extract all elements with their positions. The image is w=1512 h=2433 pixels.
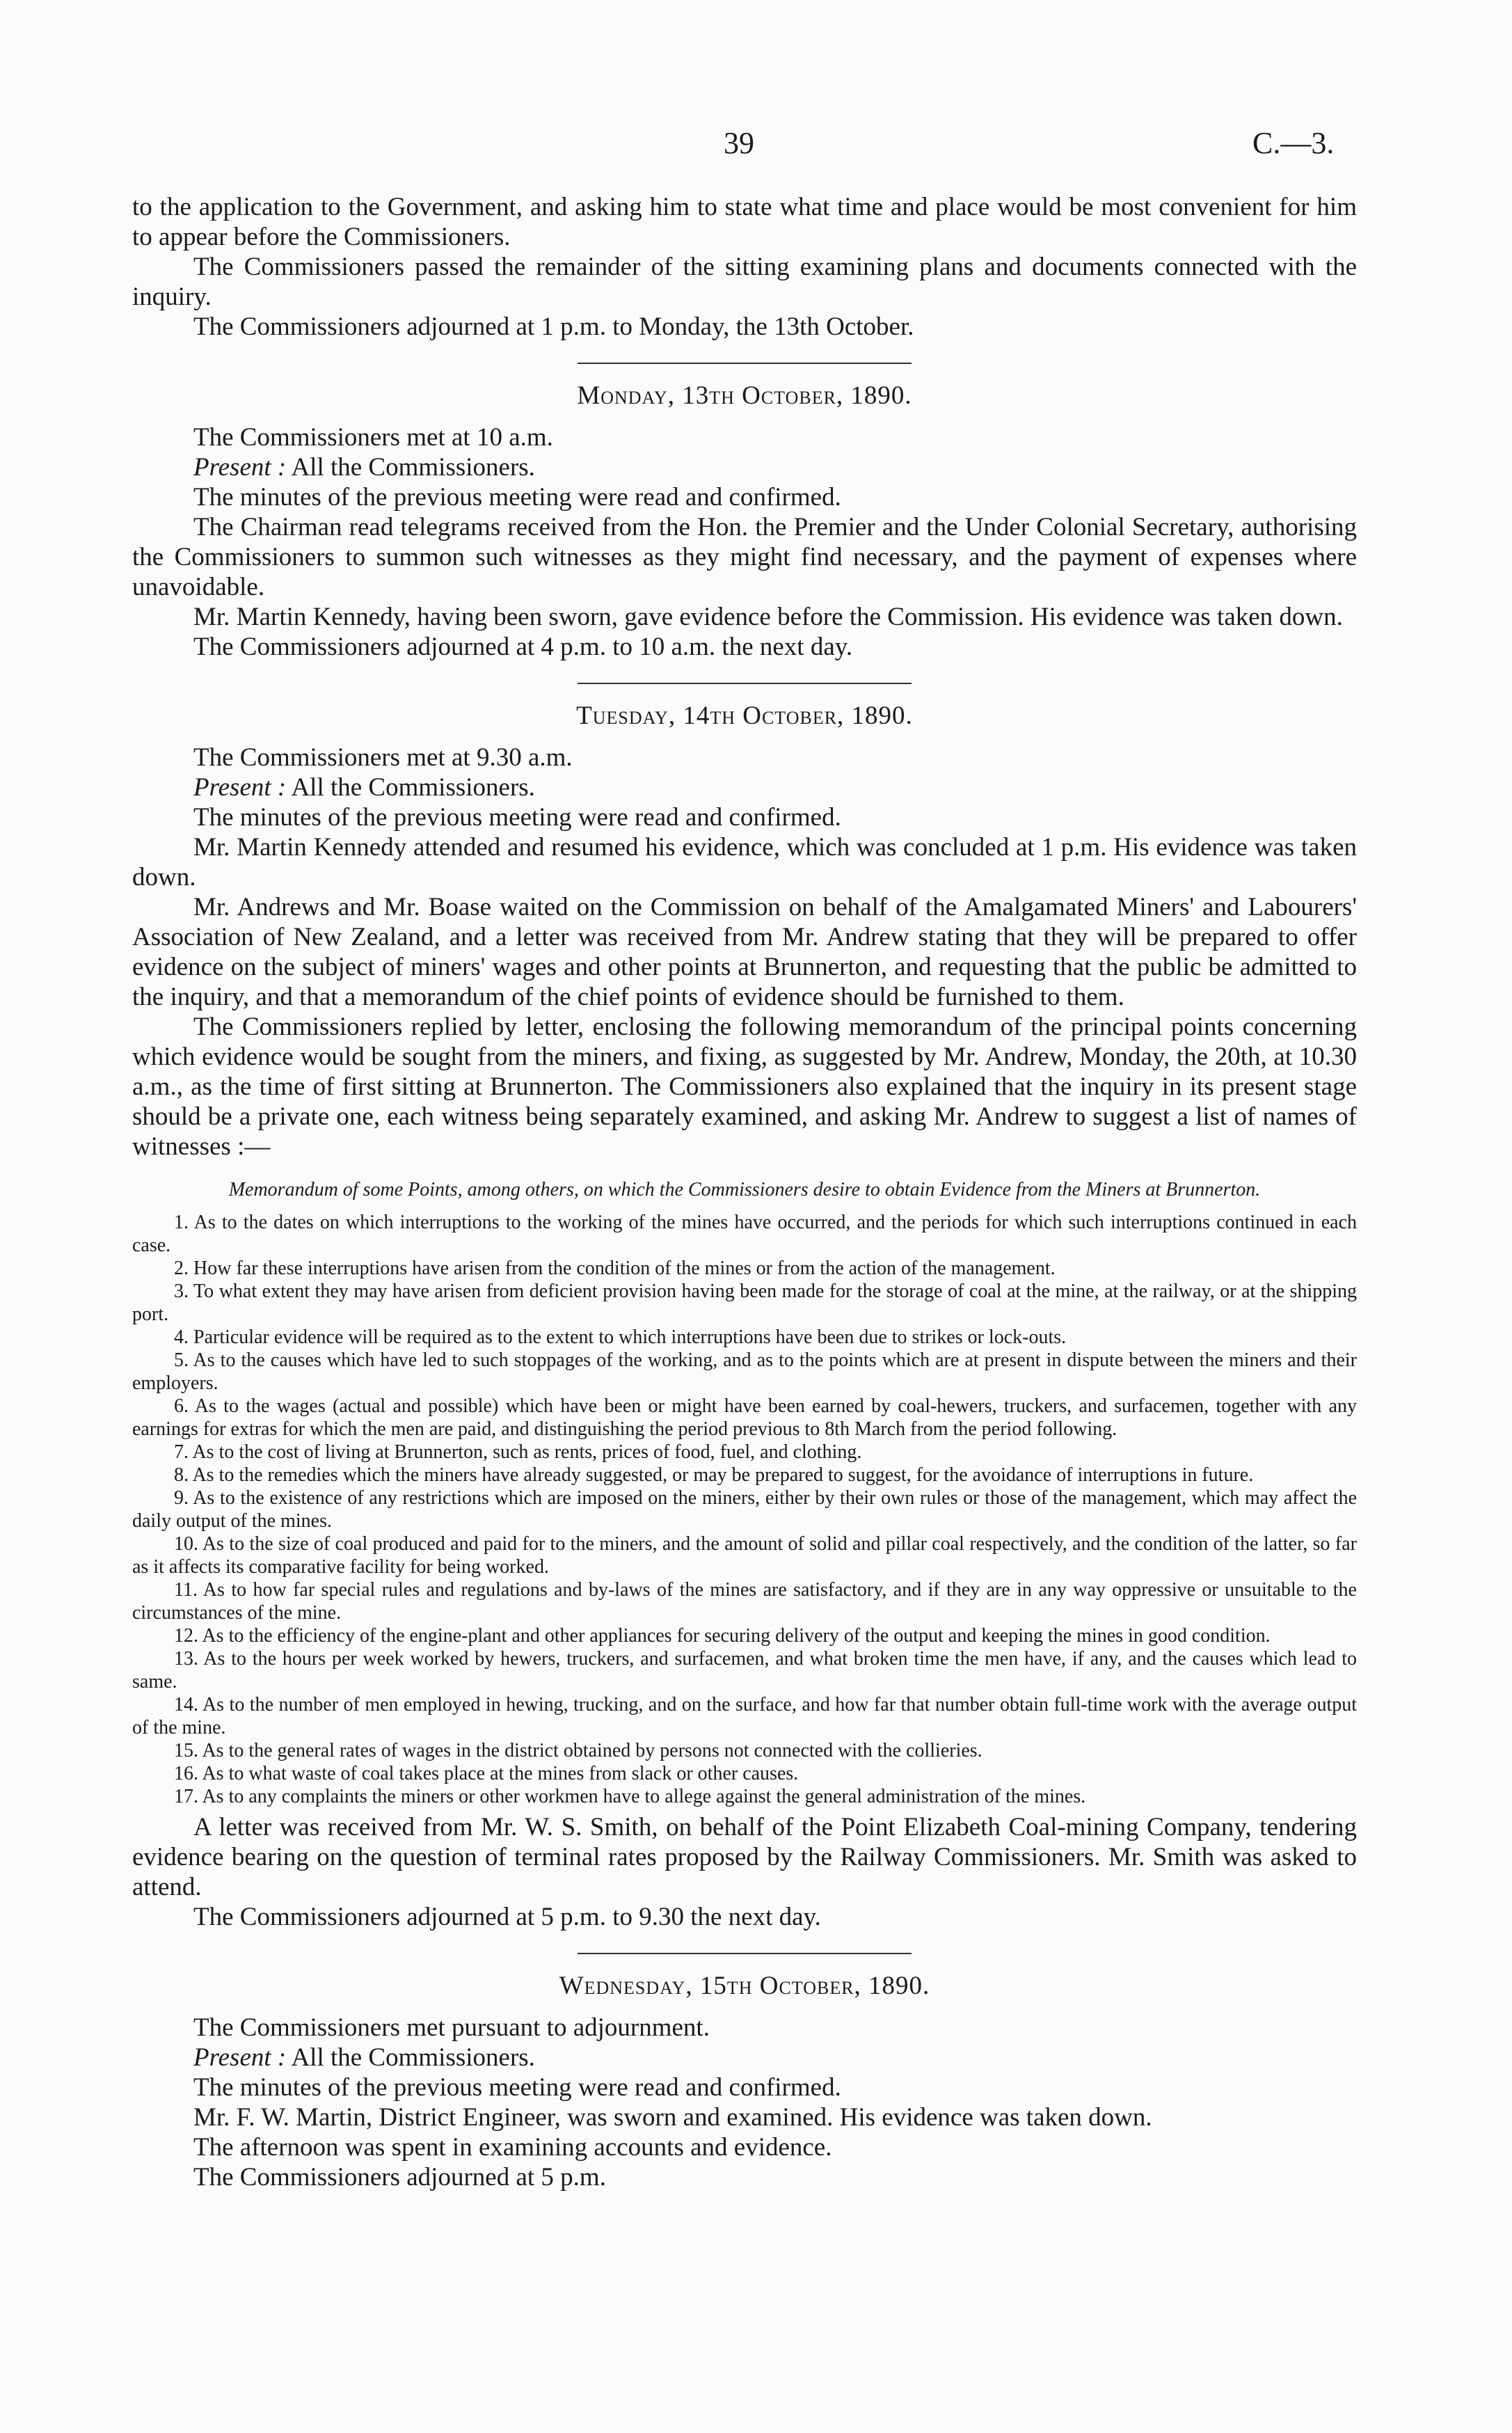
- minutes-paragraph: The Commissioners replied by letter, enclosing the following memorandum of the principal points concerning which evidence would be sought from the miners, and fixing, as suggested by Mr. Andrew, Monday, the 20th, at 10.30 a.m., as the time of first sitting at Brunnerton. The Commissioners also explained that the inquiry in its present stage should be a private one, each witness being separately examined, and asking Mr. Andrew to suggest a list of names of witnesses :—: [132, 1013, 1357, 1161]
- memorandum-item: 8. As to the remedies which the miners have already suggested, or may be prepared to suggest, for the avoidance of interruptions in future.: [174, 1464, 1254, 1486]
- memorandum-item: 5. As to the causes which have led to such stoppages of the working, and as to the points which are at present in dispute between the miners and their employers.: [132, 1349, 1357, 1394]
- minutes-paragraph: The minutes of the previous meeting were read and confirmed.: [193, 2073, 841, 2102]
- intro-paragraph: The Commissioners adjourned at 1 p.m. to Monday, the 13th October.: [193, 312, 914, 341]
- present-label: Present :: [193, 453, 287, 482]
- memorandum-item: 11. As to how far special rules and regulations and by-laws of the mines are satisfactory, and if they are in any way oppressive or unsuitable to the circumstances of the mine.: [132, 1579, 1357, 1624]
- minutes-paragraph: The minutes of the previous meeting were read and confirmed.: [193, 483, 841, 512]
- minutes-paragraph: The minutes of the previous meeting were read and confirmed.: [193, 803, 841, 832]
- intro-paragraph: to the application to the Government, and asking him to state what time and place would be most convenient for him to appear before the Commissioners.: [132, 193, 1357, 251]
- memorandum-item: 3. To what extent they may have arisen from deficient provision having been made for the storage of coal at the mine, at the railway, or at the shipping port.: [132, 1281, 1357, 1325]
- present-label: Present :: [193, 773, 287, 802]
- memorandum-item: 13. As to the hours per week worked by hewers, truckers, and surfacemen, and what broken time the men have, if any, and the causes which lead to same.: [132, 1648, 1357, 1693]
- intro-paragraph: The Commissioners passed the remainder of the sitting examining plans and documents connected with the inquiry.: [132, 253, 1357, 311]
- minutes-paragraph: The Commissioners adjourned at 4 p.m. to 10 a.m. the next day.: [193, 633, 853, 661]
- memorandum-item: 2. How far these interruptions have arisen from the condition of the mines or from the action of the management.: [174, 1258, 1056, 1279]
- memorandum-item: 6. As to the wages (actual and possible) which have been or might have been earned by coal-hewers, truckers, and surfacemen, together with any earnings for extras for which the men are paid, and distinguishing the period previous to 8th March from the period following.: [132, 1395, 1357, 1440]
- meeting-start: The Commissioners met pursuant to adjournment.: [193, 2013, 710, 2042]
- document-reference: C.—3.: [1252, 126, 1335, 160]
- present-value: All the Commissioners.: [291, 2043, 535, 2072]
- present-label: Present :: [193, 2043, 287, 2072]
- minutes-paragraph: Mr. F. W. Martin, District Engineer, was sworn and examined. His evidence was taken down.: [193, 2103, 1152, 2132]
- section-heading-wednesday: Wednesday, 15th October, 1890.: [559, 1972, 930, 2000]
- present-line: [132, 452, 1357, 482]
- memorandum-item: 10. As to the size of coal produced and paid for to the miners, and the amount of solid and pillar coal respectively, and the condition of the latter, so far as it affects its comparative facility for being worked.: [132, 1533, 1357, 1578]
- present-value: All the Commissioners.: [291, 773, 535, 802]
- memorandum-item: 1. As to the dates on which interruptions to the working of the mines have occurred, and the periods for which such interruptions continued in each case.: [132, 1212, 1357, 1256]
- section-divider: [578, 1953, 912, 1954]
- minutes-paragraph: The Commissioners adjourned at 5 p.m.: [193, 2163, 606, 2192]
- meeting-start: The Commissioners met at 9.30 a.m.: [193, 743, 573, 772]
- page-number: 39: [724, 126, 754, 160]
- memorandum-item: 12. As to the efficiency of the engine-plant and other appliances for securing delivery of the output and keeping the mines in good condition.: [174, 1625, 1271, 1647]
- memorandum-item: 4. Particular evidence will be required as to the extent to which interruptions have been due to strikes or lock-outs.: [174, 1326, 1067, 1348]
- minutes-paragraph: The Chairman read telegrams received from the Hon. the Premier and the Under Colonial Secretary, authorising the Commissioners to summon such witnesses as they might find necessary, and the payment of expenses where unavoidable.: [132, 513, 1357, 601]
- minutes-paragraph: The Commissioners adjourned at 5 p.m. to 9.30 the next day.: [193, 1903, 821, 1931]
- memorandum-item: 14. As to the number of men employed in hewing, trucking, and on the surface, and how far that number obtain full-time work with the average output of the mine.: [132, 1694, 1357, 1738]
- body-column: [132, 192, 1357, 2192]
- minutes-paragraph: The afternoon was spent in examining accounts and evidence.: [193, 2133, 832, 2162]
- memorandum-title: Memorandum of some Points, among others, on which the Commissioners desire to obtain Evidence from the Miners at Brunnerton.: [228, 1179, 1261, 1200]
- memorandum-item: 7. As to the cost of living at Brunnerton, such as rents, prices of food, fuel, and clothing.: [174, 1441, 862, 1463]
- section-divider: [578, 363, 912, 364]
- minutes-paragraph: Mr. Martin Kennedy, having been sworn, gave evidence before the Commission. His evidence was taken down.: [193, 603, 1343, 631]
- present-value: All the Commissioners.: [291, 453, 535, 482]
- section-divider: [578, 683, 912, 684]
- section-heading-monday: Monday, 13th October, 1890.: [577, 381, 912, 410]
- present-line: [132, 2043, 1357, 2073]
- present-line: [132, 772, 1357, 802]
- memorandum-item: 15. As to the general rates of wages in the district obtained by persons not connected with the collieries.: [174, 1740, 982, 1761]
- minutes-paragraph: A letter was received from Mr. W. S. Smith, on behalf of the Point Elizabeth Coal-mining Company, tendering evidence bearing on the question of terminal rates proposed by the Railway Commissioners. Mr. Smith was asked to attend.: [132, 1813, 1357, 1901]
- section-heading-tuesday: Tuesday, 14th October, 1890.: [576, 702, 913, 730]
- minutes-paragraph: Mr. Andrews and Mr. Boase waited on the Commission on behalf of the Amalgamated Miners' and Labourers' Association of New Zealand, and a letter was received from Mr. Andrew stating that they will be prepared to offer evidence on the subject of miners' wages and other points at Brunnerton, and requesting that the public be admitted to the inquiry, and that a memorandum of the chief points of evidence should be furnished to them.: [132, 893, 1357, 1011]
- page-header: [0, 125, 1512, 167]
- memorandum-item: 17. As to any complaints the miners or other workmen have to allege against the general administration of the mines.: [174, 1786, 1086, 1807]
- meeting-start: The Commissioners met at 10 a.m.: [193, 423, 553, 452]
- memorandum-item: 9. As to the existence of any restrictions which are imposed on the miners, either by their own rules or those of the management, which may affect the daily output of the mines.: [132, 1487, 1357, 1532]
- minutes-paragraph: Mr. Martin Kennedy attended and resumed his evidence, which was concluded at 1 p.m. His evidence was taken down.: [132, 833, 1357, 891]
- memorandum-item: 16. As to what waste of coal takes place at the mines from slack or other causes.: [174, 1763, 799, 1784]
